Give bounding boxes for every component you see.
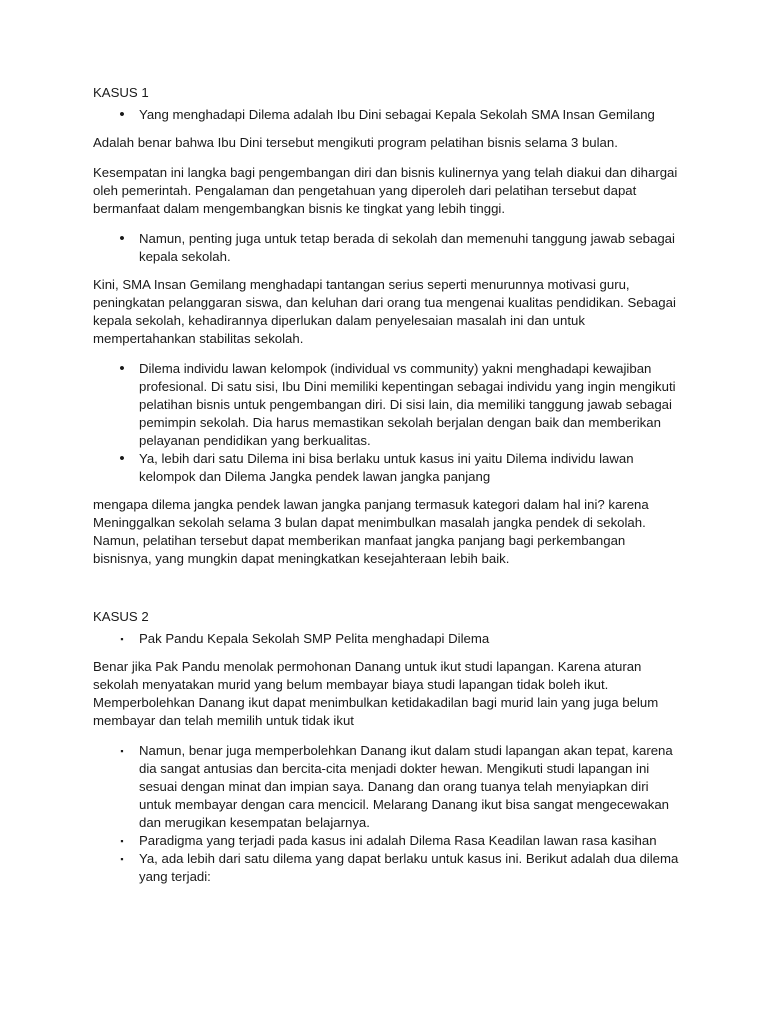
list-item-text: Dilema individu lawan kelompok (individual vs community) yakni menghadapi kewajiban profesional. Di satu sisi, Ibu Dini memiliki kepentingan sebagai individu yang ingin mengikuti pelatihan bisnis untuk pengembangan diri. Di sisi lain, dia memiliki tanggung jawab sebagai pemimpin sekolah. Dia harus memastikan sekolah berjalan dengan baik dan memberikan pelayanan pendidikan yang berkualitas.	[139, 361, 676, 448]
list-item	[93, 832, 683, 850]
bullet-square-icon: ▪	[120, 854, 124, 864]
list-item-text: Paradigma yang terjadi pada kasus ini adalah Dilema Rasa Keadilan lawan rasa kasihan	[139, 833, 657, 848]
paragraph: Kini, SMA Insan Gemilang menghadapi tantangan serius seperti menurunnya motivasi guru, peningkatan pelanggaran siswa, dan keluhan dari orang tua mengenai kualitas pendidikan. Sebagai kepala sekolah, kehadirannya diperlukan dalam penyelesaian masalah ini dan untuk mempertahankan stabilitas sekolah.	[93, 277, 676, 346]
list-item	[93, 230, 683, 266]
kasus-1-list-1	[93, 106, 683, 124]
list-item	[93, 850, 683, 886]
kasus-2-section	[93, 608, 683, 886]
bullet-square-icon: ▪	[120, 746, 124, 756]
paragraph: Benar jika Pak Pandu menolak permohonan Danang untuk ikut studi lapangan. Karena aturan sekolah menyatakan murid yang belum membayar biaya studi lapangan tidak boleh ikut. Memperbolehkan Danang ikut dapat menimbulkan ketidakadilan bagi murid lain yang juga belum membayar dan telah memilih untuk tidak ikut	[93, 659, 659, 728]
bullet-dot-icon: •	[119, 230, 125, 247]
list-item-text: Ya, ada lebih dari satu dilema yang dapat berlaku untuk kasus ini. Berikut adalah dua dilema yang terjadi:	[139, 851, 679, 884]
list-item	[93, 450, 683, 486]
list-item	[93, 106, 683, 124]
list-item-text: Namun, benar juga memperbolehkan Danang ikut dalam studi lapangan akan tepat, karena dia sangat antusias dan bercita-cita menjadi dokter hewan. Mengikuti studi lapangan ini sesuai dengan minat dan impian saya. Danang dan orang tuanya telah menyiapkan diri untuk membayar dengan cara mencicil. Melarang Danang ikut bisa sangat mengecewakan dan merugikan kesempatan belajarnya.	[139, 743, 673, 830]
list-item-text: Yang menghadapi Dilema adalah Ibu Dini sebagai Kepala Sekolah SMA Insan Gemilang	[139, 107, 655, 122]
list-item-text: Ya, lebih dari satu Dilema ini bisa berlaku untuk kasus ini yaitu Dilema individu lawan kelompok dan Dilema Jangka pendek lawan jangka panjang	[139, 451, 634, 484]
list-item-text: Namun, penting juga untuk tetap berada di sekolah dan memenuhi tanggung jawab sebagai kepala sekolah.	[139, 231, 675, 264]
list-item	[93, 360, 683, 450]
kasus-1-list-3	[93, 360, 683, 486]
bullet-dot-icon: •	[119, 360, 125, 377]
list-item	[93, 630, 683, 648]
section-spacer	[93, 580, 683, 608]
kasus-1-heading: KASUS 1	[93, 85, 149, 100]
bullet-dot-icon: •	[119, 450, 125, 467]
bullet-square-icon: ▪	[120, 634, 124, 644]
list-item	[93, 742, 683, 832]
kasus-2-list-1	[93, 630, 683, 648]
bullet-square-icon: ▪	[120, 836, 124, 846]
list-item-text: Pak Pandu Kepala Sekolah SMP Pelita menghadapi Dilema	[139, 631, 490, 646]
kasus-1-list-2	[93, 230, 683, 266]
paragraph: mengapa dilema jangka pendek lawan jangka panjang termasuk kategori dalam hal ini? karena Meninggalkan sekolah selama 3 bulan dapat menimbulkan masalah jangka pendek di sekolah. Namun, pelatihan tersebut dapat memberikan manfaat jangka panjang bagi perkembangan bisnisnya, yang mungkin dapat meningkatkan kesejahteraan lebih baik.	[93, 497, 649, 566]
kasus-1-section	[93, 84, 683, 568]
bullet-dot-icon: •	[119, 106, 125, 123]
kasus-2-list-2	[93, 742, 683, 886]
paragraph: Kesempatan ini langka bagi pengembangan diri dan bisnis kulinernya yang telah diakui dan dihargai oleh pemerintah. Pengalaman dan pengetahuan yang diperoleh dari pelatihan tersebut dapat bermanfaat dalam mengembangkan bisnis ke tingkat yang lebih tinggi.	[93, 165, 678, 216]
document-page	[93, 84, 683, 896]
paragraph: Adalah benar bahwa Ibu Dini tersebut mengikuti program pelatihan bisnis selama 3 bulan.	[93, 135, 618, 150]
kasus-2-heading: KASUS 2	[93, 609, 149, 624]
